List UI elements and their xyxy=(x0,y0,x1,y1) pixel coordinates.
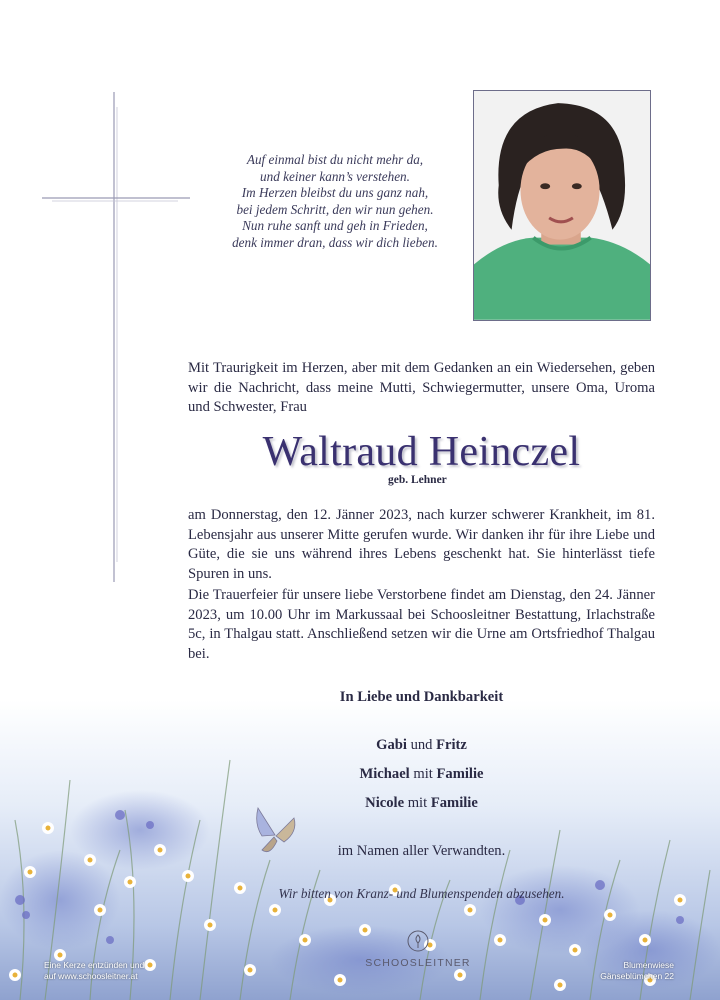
portrait-photo xyxy=(473,90,651,321)
relatives-line: im Namen aller Verwandten. xyxy=(337,843,506,859)
intro-text: Mit Traurigkeit im Herzen, aber mit dem Gedanken an ein Wiedersehen, geben wir die Nachricht, dass meine Mutti, Schwiegermutter, unsere Oma, Uroma und Schwester, Frau xyxy=(188,360,655,415)
poem-line: Im Herzen bleibst du uns ganz nah, xyxy=(241,185,429,201)
footer-right-line: Blumenwiese xyxy=(623,960,674,970)
family-member-name: Nicole xyxy=(365,795,405,811)
death-notice-paragraph: am Donnerstag, den 12. Jänner 2023, nach kurzer schwerer Krankheit, im 81. Lebensjahr aus unserer Mitte gerufen wurde. Wir danken ihr für ihre Liebe und Güte, die sie uns während ihres Lebens geschenkt hat. Sie hinterlässt tiefe Spuren in uns. xyxy=(188,507,655,582)
logo-text: SCHOOSLEITNER xyxy=(365,957,471,969)
closing-greeting: In Liebe und Dankbarkeit xyxy=(339,689,504,705)
family-joiner: und xyxy=(406,737,437,753)
maiden-name: geb. Lehner xyxy=(388,474,447,486)
image-credit xyxy=(600,960,674,981)
deceased-name: Waltraud Heinczel xyxy=(262,429,581,475)
family-member-name: Gabi xyxy=(376,737,407,753)
footer-left-line: auf www.schoosleitner.at xyxy=(44,970,138,981)
family-partner-name: Fritz xyxy=(436,737,467,753)
footer-right-line: Gänseblümchen 22 xyxy=(600,970,674,981)
family-line xyxy=(188,766,655,783)
poem-line: und keiner kann’s verstehen. xyxy=(260,168,410,184)
poem-line: Nun ruhe sanft und geh in Frieden, xyxy=(242,218,428,234)
family-joiner: mit xyxy=(409,766,437,782)
funeral-details-paragraph: Die Trauerfeier für unsere liebe Verstorbene findet am Dienstag, den 24. Jänner 2023, um 10.00 Uhr im Markussaal bei Schoosleitner Bestattung, Irlachstraße 5c, in Thalgau statt. Anschließend setzen wir die Urne am Ortsfriedhof Thalgau bei. xyxy=(188,587,655,662)
poem-line: Auf einmal bist du nicht mehr da, xyxy=(246,152,424,167)
memorial-poem xyxy=(200,152,470,252)
cross-icon xyxy=(40,92,200,587)
footer-left-line: Eine Kerze entzünden und xyxy=(44,960,145,970)
family-partner-name: Familie xyxy=(430,795,478,811)
family-line xyxy=(188,795,655,812)
family-member-name: Michael xyxy=(359,766,410,782)
family-joiner: mit xyxy=(404,795,431,811)
rose-logo-icon xyxy=(407,930,429,952)
funeral-home-logo xyxy=(364,930,472,969)
family-line xyxy=(188,737,655,754)
poem-line: bei jedem Schritt, den wir nun gehen. xyxy=(236,201,434,217)
family-partner-name: Familie xyxy=(436,766,484,782)
candle-link-text[interactable] xyxy=(44,960,144,981)
poem-line: denk immer dran, dass wir dich lieben. xyxy=(232,234,438,250)
donation-request: Wir bitten von Kranz- und Blumenspenden abzusehen. xyxy=(278,886,565,901)
